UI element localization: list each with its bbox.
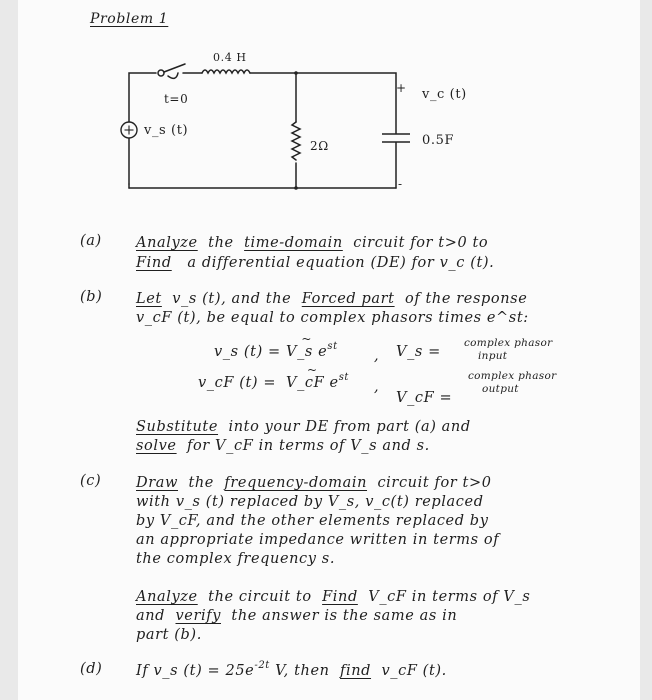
- worksheet-page: [18, 0, 640, 700]
- part-c-line-4: an appropriate impedance written in terms of: [136, 532, 500, 548]
- resistor-label: 2Ω: [310, 139, 329, 153]
- part-c-line-8: part (b).: [136, 627, 202, 643]
- capacitor-label: 0.5F: [422, 133, 455, 148]
- part-a-analyze: Analyze: [136, 235, 198, 251]
- eq1-definition: complex phasor: [464, 337, 553, 349]
- part-c-line-7: [136, 609, 457, 624]
- switch-contact: [158, 70, 164, 76]
- inductor-label: 0.4 H: [213, 51, 247, 64]
- switch-arrow: [168, 73, 178, 78]
- part-b-text-2: of the response: [405, 291, 528, 307]
- part-a-text-1: the: [208, 235, 234, 251]
- part-b-label: (b): [80, 289, 103, 305]
- output-label: v_c (t): [422, 87, 467, 102]
- part-a-label: (a): [80, 233, 102, 249]
- part-b-substitute: Substitute: [136, 419, 219, 435]
- part-a-time-domain: time-domain: [244, 235, 343, 251]
- part-a-line-1: [136, 236, 488, 251]
- part-b-text-3: into your DE from part (a) and: [228, 419, 471, 435]
- part-b-line-1: [136, 292, 527, 307]
- part-d-text-2: V, then: [275, 663, 330, 679]
- eq1-exponent: st: [327, 341, 338, 352]
- part-c-line-2: with v_s (t) replaced by V_s, v_c(t) replaced: [136, 494, 484, 510]
- eq1-lhs: v_s (t) =: [214, 344, 281, 360]
- eq2-definition: complex phasor: [468, 370, 557, 382]
- switch-blade: [164, 64, 185, 72]
- part-b-forced-part: Forced part: [301, 291, 395, 307]
- output-minus-sign: -: [398, 177, 403, 191]
- eq2-definition-symbol: ~ V_cF =: [396, 391, 652, 406]
- part-c-draw: Draw: [136, 475, 179, 491]
- eq2-definition-2: output: [482, 383, 519, 395]
- part-d-label: (d): [80, 661, 103, 677]
- part-c-text-2: circuit for t>0: [377, 475, 492, 491]
- inductor-coil: [202, 70, 250, 73]
- part-c-line-5: the complex frequency s.: [136, 551, 336, 567]
- part-c-analyze: Analyze: [136, 589, 198, 605]
- part-d-find: find: [340, 663, 372, 679]
- part-c-find: Find: [322, 589, 358, 605]
- eq2-comma: ,: [374, 379, 380, 395]
- eq2-phasor: ~ V_cF e: [286, 375, 339, 391]
- eq1-definition-2: input: [478, 350, 508, 362]
- part-c-text-3: the circuit to: [208, 589, 312, 605]
- part-b-text-4: for V_cF in terms of V_s and s.: [187, 438, 430, 454]
- part-a-line-2: [136, 256, 494, 271]
- part-c-verify: verify: [175, 608, 221, 624]
- part-c-text-5: and: [136, 608, 166, 624]
- part-b-text-1: v_s (t), and the: [172, 291, 292, 307]
- part-c-line-6: [136, 590, 530, 605]
- part-b-line-2: v_cF (t), be equal to complex phasors times e^st:: [136, 310, 529, 326]
- part-c-frequency-domain: frequency-domain: [224, 475, 368, 491]
- wire-top: [250, 73, 396, 188]
- part-b-let: Let: [136, 291, 162, 307]
- part-b-line-3: [136, 420, 471, 435]
- part-d-text-3: v_cF (t).: [381, 663, 447, 679]
- part-d-text-1: If v_s (t) = 25e: [136, 663, 255, 679]
- part-a-text-2: circuit for t>0 to: [353, 235, 489, 251]
- part-b-solve: solve: [136, 438, 177, 454]
- node-top-dot: [294, 71, 298, 75]
- eq1-phasor: ~ V_s e: [286, 344, 327, 360]
- part-c-text-6: the answer is the same as in: [231, 608, 458, 624]
- part-c-line-3: by V_cF, and the other elements replaced by: [136, 513, 489, 529]
- part-c-line-1: [136, 476, 492, 491]
- eq2-lhs: v_cF (t) =: [198, 375, 277, 391]
- part-b-line-4: [136, 439, 430, 454]
- part-c-text-1: the: [188, 475, 214, 491]
- part-d-line: [136, 660, 447, 679]
- eq1-comma: ,: [374, 348, 380, 364]
- node-bottom-dot: [294, 186, 298, 190]
- part-a-find: Find: [136, 255, 172, 271]
- part-d-exponent: -2t: [254, 660, 270, 671]
- eq1-rhs: [286, 341, 338, 360]
- eq2-rhs: [286, 372, 350, 391]
- part-c-label: (c): [80, 473, 102, 489]
- part-c-text-4: V_cF in terms of V_s: [368, 589, 531, 605]
- output-plus-sign: +: [396, 81, 407, 95]
- eq1-definition-symbol: ~ V_s =: [396, 345, 652, 360]
- source-label: v_s (t): [144, 123, 189, 138]
- problem-title: Problem 1: [90, 11, 169, 27]
- resistor-zigzag: [292, 122, 300, 160]
- switch-time-label: t=0: [164, 92, 189, 106]
- eq2-exponent: st: [338, 372, 350, 383]
- part-a-text-3: a differential equation (DE) for v_c (t).: [187, 255, 495, 271]
